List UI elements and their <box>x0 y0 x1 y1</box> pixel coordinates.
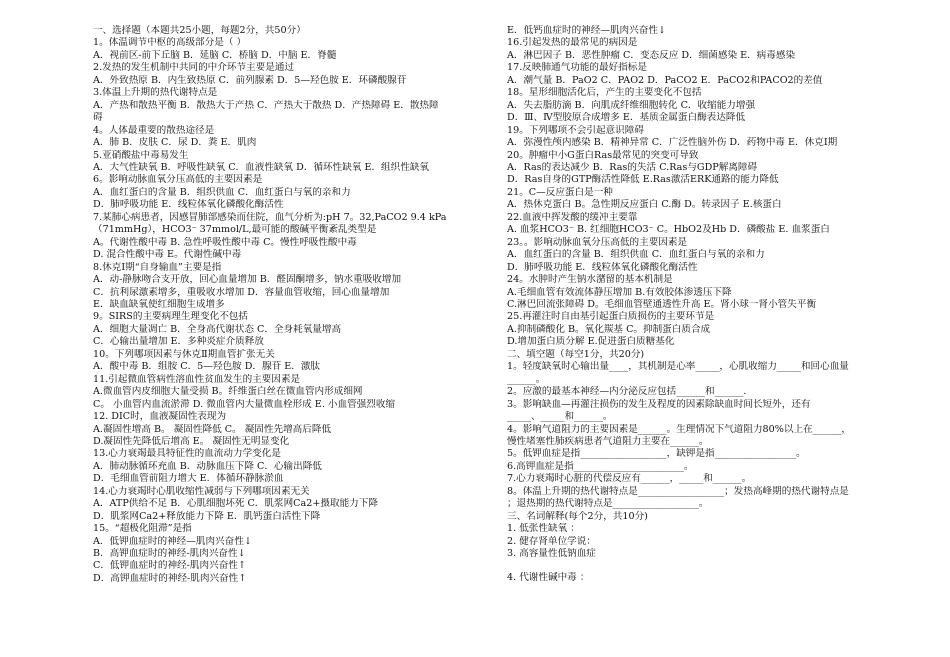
right-col-line: D．Ras自身的GTP酶活性降低 E.Ras激活ERK通路的能力降低 <box>507 174 779 186</box>
left-col-line: 9。SIRS的主要病理生理变化不包括 <box>93 311 248 323</box>
right-col-line: A．血红蛋白的含量 B．组织供血 C．血红蛋白与氧的亲和力 <box>507 249 765 261</box>
left-col-line: 10。下列哪项因素与休克Ⅱ期血管扩张无关 <box>93 348 275 360</box>
left-col-line: 碍 <box>93 112 103 124</box>
right-col-line: 5。低钾血症是指__________________，缺钾是指_________________。 <box>507 448 806 460</box>
right-column <box>507 25 899 585</box>
left-col-line: A．血红蛋白的含量 B．组织供血 C．血红蛋白与氧的亲和力 <box>93 186 351 198</box>
right-col-line: A. 血浆HCO3⁻ B. 红细胞HCO3⁻ C。HbO2及Hb D．磷酸盐 E. 血浆蛋白 <box>507 224 830 236</box>
left-col-line: 一、选择题（本题共25小题，每题2分，共50分） <box>93 25 306 36</box>
left-col-line: 14.心力衰竭时心肌收缩性减弱与下列哪项因素无关 <box>93 485 310 497</box>
right-col-line: 22.血液中挥发酸的缓冲主要靠 <box>507 211 638 223</box>
right-col-line: 慢性堵塞性肺疾病患者气道阻力主要在______。 <box>507 435 709 447</box>
left-col-line: C．心输出量增加 E．多种炎症介质释放 <box>93 336 264 348</box>
left-col-line: C．抗利尿激素增多，重吸收水增加 D．容量血管收缩，回心血量增加 <box>93 286 390 298</box>
left-col-line: D．肺呼吸功能 E．线粒体氧化磷酸化酶活性 <box>93 199 284 211</box>
right-col-line: ______。 <box>507 373 546 385</box>
right-col-line <box>507 560 899 572</box>
left-col-line: 1。体温调节中枢的高级部分是（ ） <box>93 37 247 49</box>
right-col-line: 25.再灌注时自由基引起蛋白质损伤的主要环节是 <box>507 311 715 323</box>
right-col-line: _____、_____和______。 <box>507 411 613 423</box>
left-col-line: 5.亚硝酸盐中毒易发生 <box>93 149 189 161</box>
left-col-line: C．低钾血症时的神经-肌肉兴奋性↑ <box>93 560 246 572</box>
left-col-line: B．高钾血症时的神经-肌肉兴奋性↓ <box>93 548 246 560</box>
left-col-line: A．视前区-前下丘脑 B．延脑 C．桥脑 D．中脑 E．脊髓 <box>93 49 337 61</box>
right-col-line: 3. 高容量性低钠血症 <box>507 548 596 560</box>
left-col-line: A．产热和散热平衡 B．散热大于产热 C．产热大于散热 D．产热障碍 E．散热障 <box>93 99 439 111</box>
right-col-line: ；退热期的热代谢特点是__________________。 <box>507 498 709 510</box>
left-col-line: C。 小血管内血流淤滞 D. 微血管内大量微血栓形成 E. 小血管强烈收缩 <box>93 398 396 410</box>
left-col-line: A.微血管内皮细胞大量受损 B。纤维蛋白丝在微血管内形成细网 <box>93 386 363 398</box>
right-col-line: A．Ras的表达减少 B．Ras的失活 C.Ras与GDP解离障碍 <box>507 161 758 173</box>
right-col-line: 16.引起发热的最常见的病因是 <box>507 37 638 49</box>
right-col-line: D.增加蛋白质分解 E.促进蛋白质糖基化 <box>507 336 675 348</box>
right-col-line: D．Ⅲ、Ⅳ型胶原合成增多 E．基质金属蛋白酶表达降低 <box>507 112 746 124</box>
right-col-line: 4. 代谢性碱中毒 ： <box>507 572 590 584</box>
left-col-line: 4。人体最重要的散热途径是 <box>93 124 215 136</box>
left-col-line: 3.体温上升期的热代谢特点是 <box>93 87 218 99</box>
left-col-line: （71mmHg），HCO3⁻ 37mmol/L,最可能的酸碱平衡紊乱类型是 <box>93 224 377 236</box>
left-col-line: D. 混合性酸中毒 E。代谢性碱中毒 <box>93 249 242 261</box>
left-col-line: D．高钾血症时的神经-肌肉兴奋性↑ <box>93 572 247 584</box>
right-col-line: 20。肿瘤中小G蛋白Ras最常见的突变可导致 <box>507 149 699 161</box>
right-col-line: E．低钙血症时的神经—肌肉兴奋性↓ <box>507 25 666 36</box>
right-col-line: A．热休克蛋白 B。急性期反应蛋白 C.酶 D。转录因子 E.核蛋白 <box>507 199 782 211</box>
left-col-line: D．肌浆网Ca2+释放能力下降 E．肌钙蛋白活性下降 <box>93 510 321 522</box>
right-col-line: 三、名词解释(每个2分，共10分) <box>507 510 648 522</box>
right-col-line: A．失去脂肪滴 B．向肌成纤维细胞转化 C．收缩能力增强 <box>507 99 756 111</box>
left-col-line: 2.发热的发生机制中共同的中介环节主要是通过 <box>93 62 295 74</box>
right-col-line: 1。轻度缺氧时心输出量____，其机制是心率_____，心肌收缩力_____和回心血量 <box>507 361 849 373</box>
left-col-line: D．毛细血管前阻力增大 E．体循环静脉淤血 <box>93 473 284 485</box>
right-col-line: 2。应激的最基本神经—内分泌反应包括______和______. <box>507 386 747 398</box>
right-col-line: 23。。影响动脉血氧分压高低的主要因素是 <box>507 236 688 248</box>
left-col-line: A。代谢性酸中毒 B. 急性呼吸性酸中毒 C。慢性呼吸性酸中毒 <box>93 236 357 248</box>
left-col-line: D.凝固性先降低后增高 E。 凝固性无明显变化 <box>93 435 290 447</box>
right-col-line: 4。影响气道阻力的主要因素是______。生理情况下气道阻力80%以上在______， <box>507 423 852 435</box>
right-col-line: 19。下列哪项不会引起意识障碍 <box>507 124 644 136</box>
left-col-line: E．缺血缺氧使红细胞生成增多 <box>93 298 225 310</box>
right-col-line: 17.反映肺通气功能的最好指标是 <box>507 62 647 74</box>
right-col-line: 8。体温上升期的热代谢特点是__________________；发热高峰期的热代谢特点是 <box>507 485 849 497</box>
right-col-line: A.抑制磷酸化 B。氧化羰基 C。抑制蛋白质合成 <box>507 323 711 335</box>
left-col-line: 7.某肺心病患者，因感冒肺部感染而住院，血气分析为:pH 7。32,PaCO2 9.4 kPa <box>93 211 447 223</box>
left-col-line: A．细胞大量凋亡 B．全身高代谢状态 C．全身耗氧量增高 <box>93 323 342 335</box>
right-col-line: A.毛细血管有效流体静压增加 B.有效胶体渗透压下降 <box>507 286 732 298</box>
left-col-line: A．低钾血症时的神经—肌肉兴奋性↓ <box>93 535 252 547</box>
left-col-line: A．肺动脉循环充血 B．动脉血压下降 C．心输出降低 <box>93 460 322 472</box>
right-col-line: 2. 健存肾单位学说： <box>507 535 596 547</box>
right-col-line: 7.心力衰竭时心脏的代偿反应有______，_____和______。 <box>507 473 752 485</box>
right-col-line: 21。C—反应蛋白是一种 <box>507 186 613 198</box>
right-col-line: D．肺呼吸功能 E．线粒体氧化磷酸化酶活性 <box>507 261 698 273</box>
left-col-line: A．肺 B．皮肤 C．尿 D．粪 E．肌肉 <box>93 137 257 149</box>
right-col-line: 二、填空题（每空1分，共20分) <box>507 348 645 360</box>
left-col-line: 13.心力衰竭最具特征性的血流动力学变化是 <box>93 448 281 460</box>
left-col-line: A．大气性缺氧 B．呼吸性缺氧 C．血液性缺氧 D．循环性缺氧 E．组织性缺氧 <box>93 161 430 173</box>
left-col-line: 6。影响动脉血氧分压高低的主要因素是 <box>93 174 263 186</box>
left-col-line: A．酸中毒 B．组胺 C．5—羟色胺 D．腺苷 E．激肽 <box>93 361 321 373</box>
left-col-line: A．ATP供给不足 B．心肌细胞坏死 C．肌浆网Ca2+摄取能力下降 <box>93 498 378 510</box>
right-col-line: 1. 低张性缺氧 ： <box>507 523 580 535</box>
left-col-line: 8.休克Ⅰ期“自身输血”主要是指 <box>93 261 222 273</box>
right-col-line: C.淋巴回流张障碍 D。毛细血管壁通透性升高 E。肾小球一肾小管失平衡 <box>507 298 817 310</box>
left-col-line: 11.引起微血管病性溶血性贫血发生的主要因素是 <box>93 373 301 385</box>
right-col-line: A．弥漫性颅内感染 B．精神异常 C．广泛性脑外伤 D．药物中毒 E．休克Ⅰ期 <box>507 137 838 149</box>
right-col-line: A．淋巴因子 B．恶性肿瘤 C．变态反应 D．细菌感染 E．病毒感染 <box>507 49 796 61</box>
left-col-line: A．外致热原 B．内生致热原 C．前列腺素 D．5—羟色胺 E．环磷酸腺苷 <box>93 74 407 86</box>
left-col-line: 12. DIC时，血液凝固性表现为 <box>93 411 227 423</box>
left-column <box>93 25 480 585</box>
left-col-line: 15。“超极化阻滞”是指 <box>93 523 192 535</box>
right-col-line: 18。星形细胞活化后，产生的主要变化不包括 <box>507 87 702 99</box>
left-col-line: A．动-静脉吻合支开放，回心血量增加 B．醛固酮增多，钠水重吸收增加 <box>93 274 402 286</box>
right-col-line: 6.高钾血症是指_______________________。 <box>507 460 694 472</box>
right-col-line: 3。影响缺血—再灌注损伤的发生及程度的因素除缺血时间长短外，还有 <box>507 398 811 410</box>
left-col-line: A.凝固性增高 B。 凝固性降低 C。 凝固性先增高后降低 <box>93 423 332 435</box>
right-col-line: A．潮气量 B．PaO2 C．PAO2 D．PaCO2 E．PaCO2和PACO2的差值 <box>507 74 823 86</box>
right-col-line: 24。水肿时产生钠水潴留的基本机制是 <box>507 274 673 286</box>
